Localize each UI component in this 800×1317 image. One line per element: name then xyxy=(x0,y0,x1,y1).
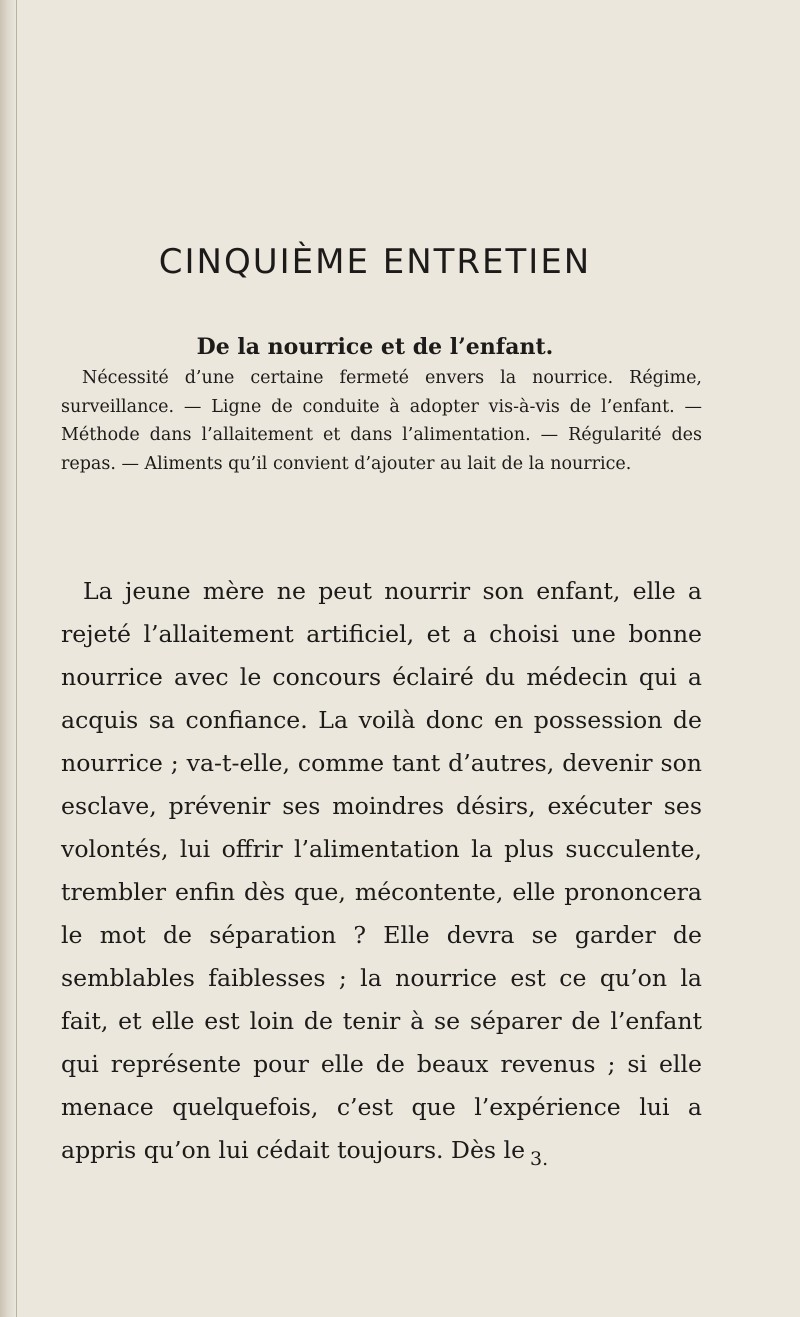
chapter-title: CINQUIÈME ENTRETIEN xyxy=(158,242,592,282)
body-paragraph: La jeune mère ne peut nourrir son enfant, elle a rejeté l’allaitement artificiel, et a choisi une bonne nourrice avec le concours éclairé du médecin qui a acquis sa confiance. La voilà donc en possession de nourrice ; va-t-elle, comme tant d’autres, devenir son esclave, prévenir ses moindres désirs, exécuter ses volontés, lui offrir l’alimentation la plus succulente, trembler enfin dès que, mécontente, elle prononcera le mot de séparation ? Elle devra se garder de semblables faiblesses ; la nourrice est ce qu’on la fait, et elle est loin de tenir à se séparer de l’enfant qui représente pour elle de beaux revenus ; si elle menace quelquefois, c’est que l’expérience lui a appris qu’on lui cédait toujours. Dès le xyxy=(61,577,702,1164)
chapter-summary: Nécessité d’une certaine fermeté envers la nourrice. Régime, surveillance. — Ligne de conduite à adopter vis-à-vis de l’enfant. — Méthode dans l’allaitement et dans l’alimentation. — Régularité des repas. — Aliments qu’il convient d’ajouter au lait de la nourrice. xyxy=(61,368,702,474)
signature-mark: 3. xyxy=(530,1148,549,1170)
section-title: De la nourrice et de l’enfant. xyxy=(196,334,554,360)
